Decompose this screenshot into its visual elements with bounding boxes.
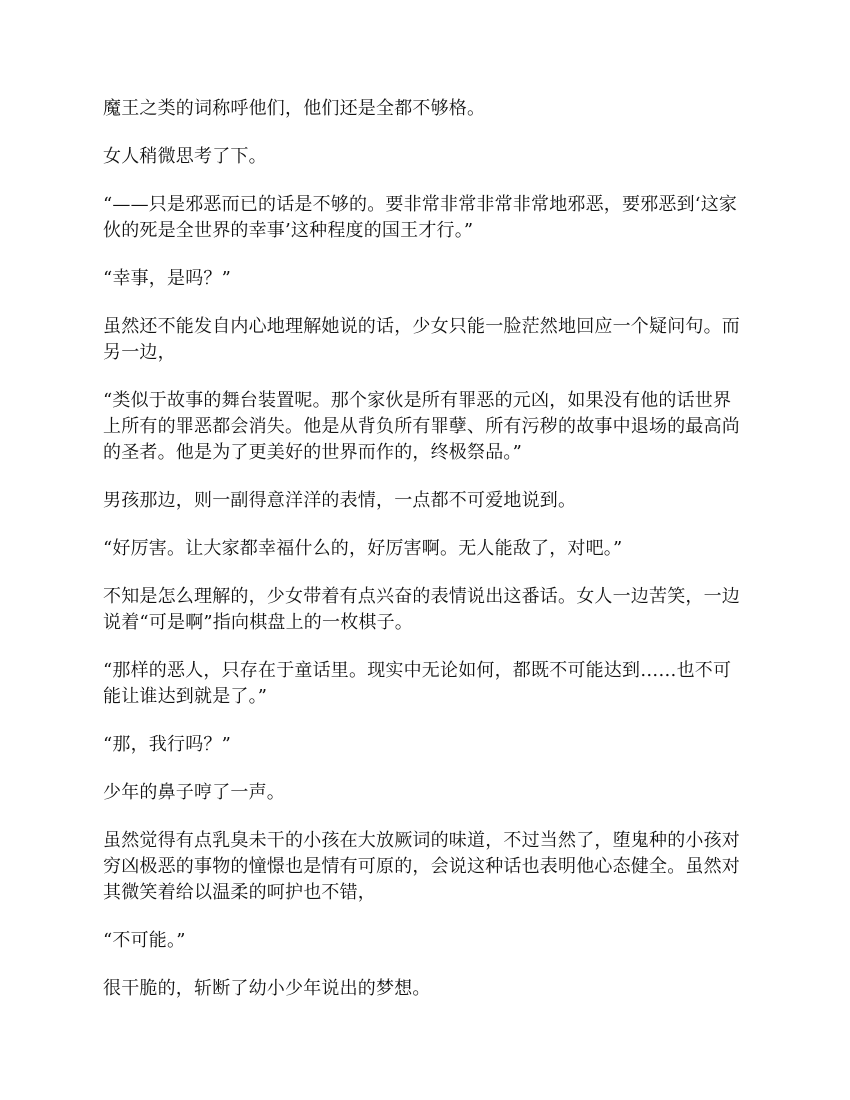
paragraph-6: “类似于故事的舞台装置呢。那个家伙是所有罪恶的元凶，如果没有他的话世界上所有的罪恶都会消失。他是从背负所有罪孽、所有污秽的故事中退场的最高尚的圣者。他是为了更美好的世界而作的，终极祭品。” xyxy=(103,390,740,463)
paragraph-12: 少年的鼻子哼了一声。 xyxy=(103,782,285,803)
paragraph-9: 不知是怎么理解的，少女带着有点兴奋的表情说出这番话。女人一边苦笑，一边说着“可是啊”指向棋盘上的一枚棋子。 xyxy=(103,586,740,633)
paragraph-3: “——只是邪恶而已的话是不够的。要非常非常非常非常地邪恶，要邪恶到‘这家伙的死是全世界的幸事’这种程度的国王才行。” xyxy=(103,194,738,241)
paragraph-10: “那样的恶人，只存在于童话里。现实中无论如何，都既不可能达到……也不可能让谁达到就是了。” xyxy=(103,660,732,707)
document-page xyxy=(103,96,749,1024)
paragraph-11: “那，我行吗？” xyxy=(103,734,232,755)
paragraph-13: 虽然觉得有点乳臭未干的小孩在大放厥词的味道，不过当然了，堕鬼种的小孩对穷凶极恶的事物的憧憬也是情有可原的，会说这种话也表明他心态健全。虽然对其微笑着给以温柔的呵护也不错， xyxy=(103,830,740,903)
paragraph-14: “不可能。” xyxy=(103,930,186,951)
paragraph-1: 魔王之类的词称呼他们，他们还是全都不够格。 xyxy=(103,98,486,119)
paragraph-2: 女人稍微思考了下。 xyxy=(103,146,267,167)
paragraph-8: “好厉害。让大家都幸福什么的，好厉害啊。无人能敌了，对吧。” xyxy=(103,538,623,559)
paragraph-5: 虽然还不能发自内心地理解她说的话，少女只能一脸茫然地回应一个疑问句。而另一边， xyxy=(103,316,740,363)
paragraph-4: “幸事，是吗？” xyxy=(103,268,232,289)
paragraph-15: 很干脆的，斩断了幼小少年说出的梦想。 xyxy=(103,978,431,999)
paragraph-7: 男孩那边，则一副得意洋洋的表情，一点都不可爱地说到。 xyxy=(103,490,577,511)
